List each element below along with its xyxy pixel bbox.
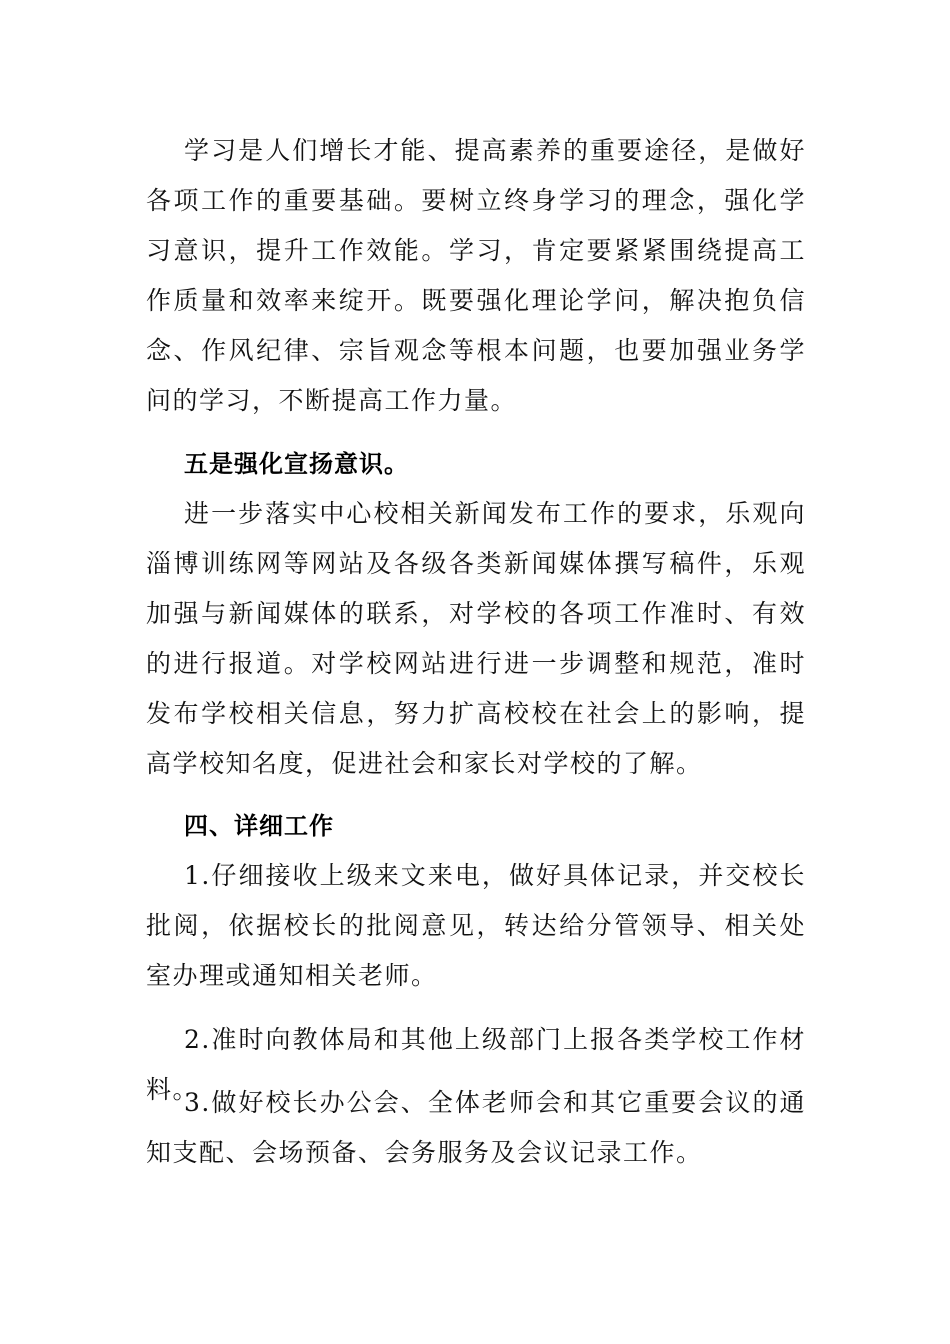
section-heading-publicity: 五是强化宣扬意识。 (184, 450, 409, 478)
list-item-2: 2.准时向教体局和其他上级部门上报各类学校工作材料。 (146, 1025, 806, 1104)
section-heading-detailed-work: 四、详细工作 (184, 812, 334, 840)
list-item-1: 1.仔细接收上级来文来电，做好具体记录，并交校长批阅，依据校长的批阅意见，转达给分管领导、相关处室办理或通知相关老师。 (146, 861, 806, 990)
list-item-3: 3.做好校长办公会、全体老师会和其它重要会议的通知支配、会场预备、会务服务及会议记录工作。 (146, 1088, 806, 1167)
paragraph-publicity: 进一步落实中心校相关新闻发布工作的要求，乐观向淄博训练网等网站及各级各类新闻媒体撰写稿件，乐观加强与新闻媒体的联系，对学校的各项工作准时、有效的进行报道。对学校网站进行进一步调整和规范，准时发布学校相关信息，努力扩高校校在社会上的影响，提高学校知名度，促进社会和家长对学校的了解。 (146, 499, 806, 778)
paragraph-learning: 学习是人们增长才能、提高素养的重要途径，是做好各项工作的重要基础。要树立终身学习的理念，强化学习意识，提升工作效能。学习，肯定要紧紧围绕提高工作质量和效率来绽开。既要强化理论学问，解决抱负信念、作风纪律、宗旨观念等根本问题，也要加强业务学问的学习，不断提高工作力量。 (146, 136, 806, 415)
